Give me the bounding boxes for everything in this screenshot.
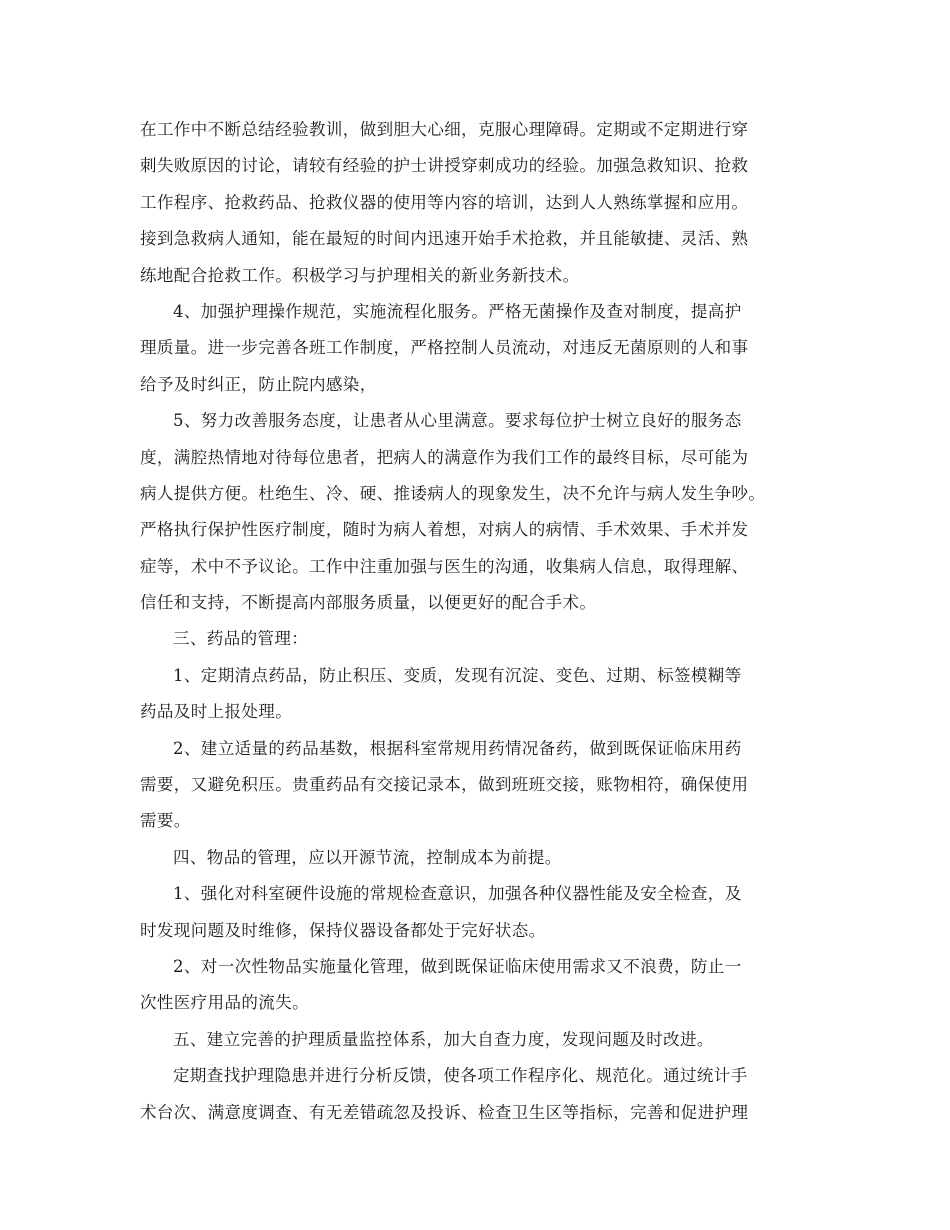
- text-line: 术台次、满意度调查、有无差错疏忽及投诉、检查卫生区等指标，完善和促进护理: [140, 1102, 749, 1122]
- text-line: 1、强化对科室硬件设施的常规检查意识，加强各种仪器性能及安全检查，及: [173, 884, 742, 904]
- text-line: 定期查找护理隐患并进行分析反馈，使各项工作程序化、规范化。通过统计手: [173, 1066, 748, 1086]
- text-line: 严格执行保护性医疗制度，随时为病人着想，对病人的病情、手术效果、手术并发: [140, 520, 749, 540]
- text-line: 三、药品的管理：: [173, 629, 309, 649]
- text-line: 刺失败原因的讨论，请较有经验的护士讲授穿刺成功的经验。加强急救知识、抢救: [140, 156, 749, 176]
- text-line: 度，满腔热情地对待每位患者，把病人的满意作为我们工作的最终目标，尽可能为: [140, 447, 749, 467]
- text-line: 理质量。进一步完善各班工作制度，严格控制人员流动，对违反无菌原则的人和事: [140, 338, 749, 358]
- text-line: 需要，又避免积压。贵重药品有交接记录本，做到班班交接，账物相符，确保使用: [140, 775, 749, 795]
- text-line: 时发现问题及时维修，保持仪器设备都处于完好状态。: [140, 920, 546, 940]
- text-line: 药品及时上报处理。: [140, 702, 293, 722]
- text-line: 给予及时纠正，防止院内感染，: [140, 374, 377, 394]
- text-line: 信任和支持，不断提高内部服务质量，以便更好的配合手术。: [140, 593, 597, 613]
- text-line: 四、物品的管理，应以开源节流，控制成本为前提。: [173, 847, 562, 867]
- text-line: 2、建立适量的药品基数，根据科室常规用药情况备药，做到既保证临床用药: [173, 738, 742, 758]
- text-line: 1、定期清点药品，防止积压、变质，发现有沉淀、变色、过期、标签模糊等: [173, 665, 742, 685]
- text-line: 病人提供方便。杜绝生、冷、硬、推诿病人的现象发生，决不允许与病人发生争吵。: [140, 483, 766, 503]
- text-line: 接到急救病人通知，能在最短的时间内迅速开始手术抢救，并且能敏捷、灵活、熟: [140, 229, 749, 249]
- text-line: 在工作中不断总结经验教训，做到胆大心细，克服心理障碍。定期或不定期进行穿: [140, 120, 749, 139]
- text-line: 4、加强护理操作规范，实施流程化服务。严格无菌操作及查对制度，提高护: [173, 301, 742, 321]
- text-line: 五、建立完善的护理质量监控体系，加大自查力度，发现问题及时改进。: [173, 1029, 714, 1049]
- text-line: 练地配合抢救工作。积极学习与护理相关的新业务新技术。: [140, 265, 580, 285]
- text-line: 症等，术中不予议论。工作中注重加强与医生的沟通，收集病人信息，取得理解、: [140, 556, 749, 576]
- document-body: [140, 112, 820, 1131]
- text-line: 5、努力改善服务态度，让患者从心里满意。要求每位护士树立良好的服务态: [173, 411, 742, 431]
- text-line: 工作程序、抢救药品、抢救仪器的使用等内容的培训，达到人人熟练掌握和应用。: [140, 192, 749, 212]
- text-line: 2、对一次性物品实施量化管理，做到既保证临床使用需求又不浪费，防止一: [173, 956, 742, 976]
- text-line: 次性医疗用品的流失。: [140, 993, 309, 1013]
- text-line: 需要。: [140, 811, 191, 831]
